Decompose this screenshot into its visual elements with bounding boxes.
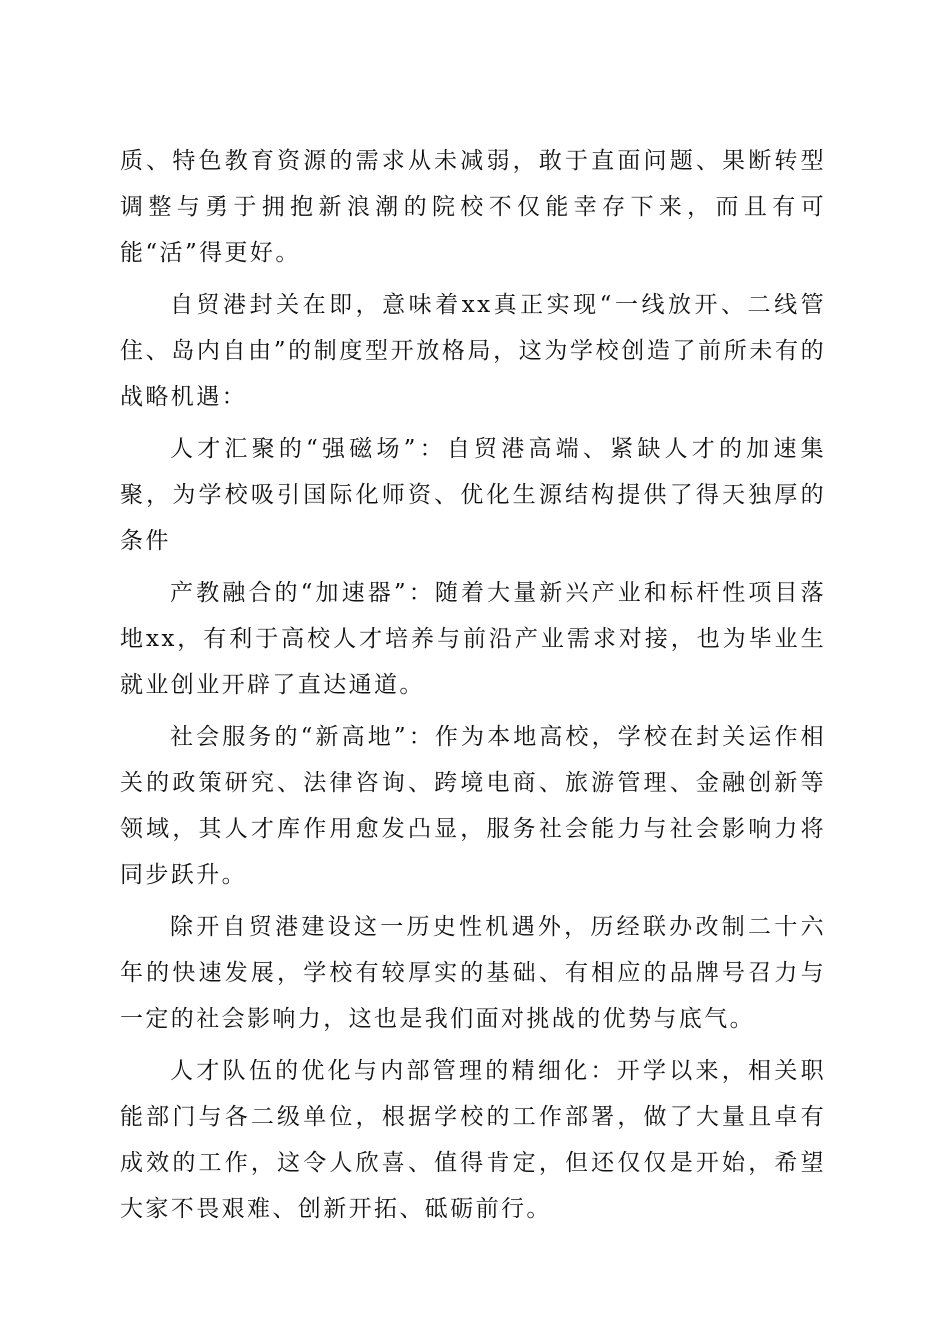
paragraph-continuation: 质、特色教育资源的需求从未减弱，敢于直面问题、果断转型调整与勇于拥抱新浪潮的院校不仅能幸存下来，而且有可能“活”得更好。 <box>120 148 826 266</box>
paragraph-talent: 人才汇聚的“强磁场”：自贸港高端、紧缺人才的加速集聚，为学校吸引国际化师资、优化生源结构提供了得天独厚的条件 <box>120 436 826 554</box>
paragraph-opportunity-intro: 自贸港封关在即，意味着xx真正实现“一线放开、二线管住、岛内自由”的制度型开放格局，这为学校创造了前所未有的战略机遇： <box>120 292 826 410</box>
paragraph-management: 人才队伍的优化与内部管理的精细化：开学以来，相关职能部门与各二级单位，根据学校的工作部署，做了大量且卓有成效的工作，这令人欣喜、值得肯定，但还仅仅是开始，希望大家不畏艰难、创新开拓、砥砺前行。 <box>120 1058 826 1222</box>
paragraph-strengths: 除开自贸港建设这一历史性机遇外，历经联办改制二十六年的快速发展，学校有较厚实的基础、有相应的品牌号召力与一定的社会影响力，这也是我们面对挑战的优势与底气。 <box>120 914 826 1032</box>
paragraph-industry-education: 产教融合的“加速器”：随着大量新兴产业和标杆性项目落地xx，有利于高校人才培养与前沿产业需求对接，也为毕业生就业创业开辟了直达通道。 <box>120 580 826 698</box>
document-body <box>120 138 826 1238</box>
paragraph-social-service: 社会服务的“新高地”：作为本地高校，学校在封关运作相关的政策研究、法律咨询、跨境电商、旅游管理、金融创新等领域，其人才库作用愈发凸显，服务社会能力与社会影响力将同步跃升。 <box>120 724 826 888</box>
